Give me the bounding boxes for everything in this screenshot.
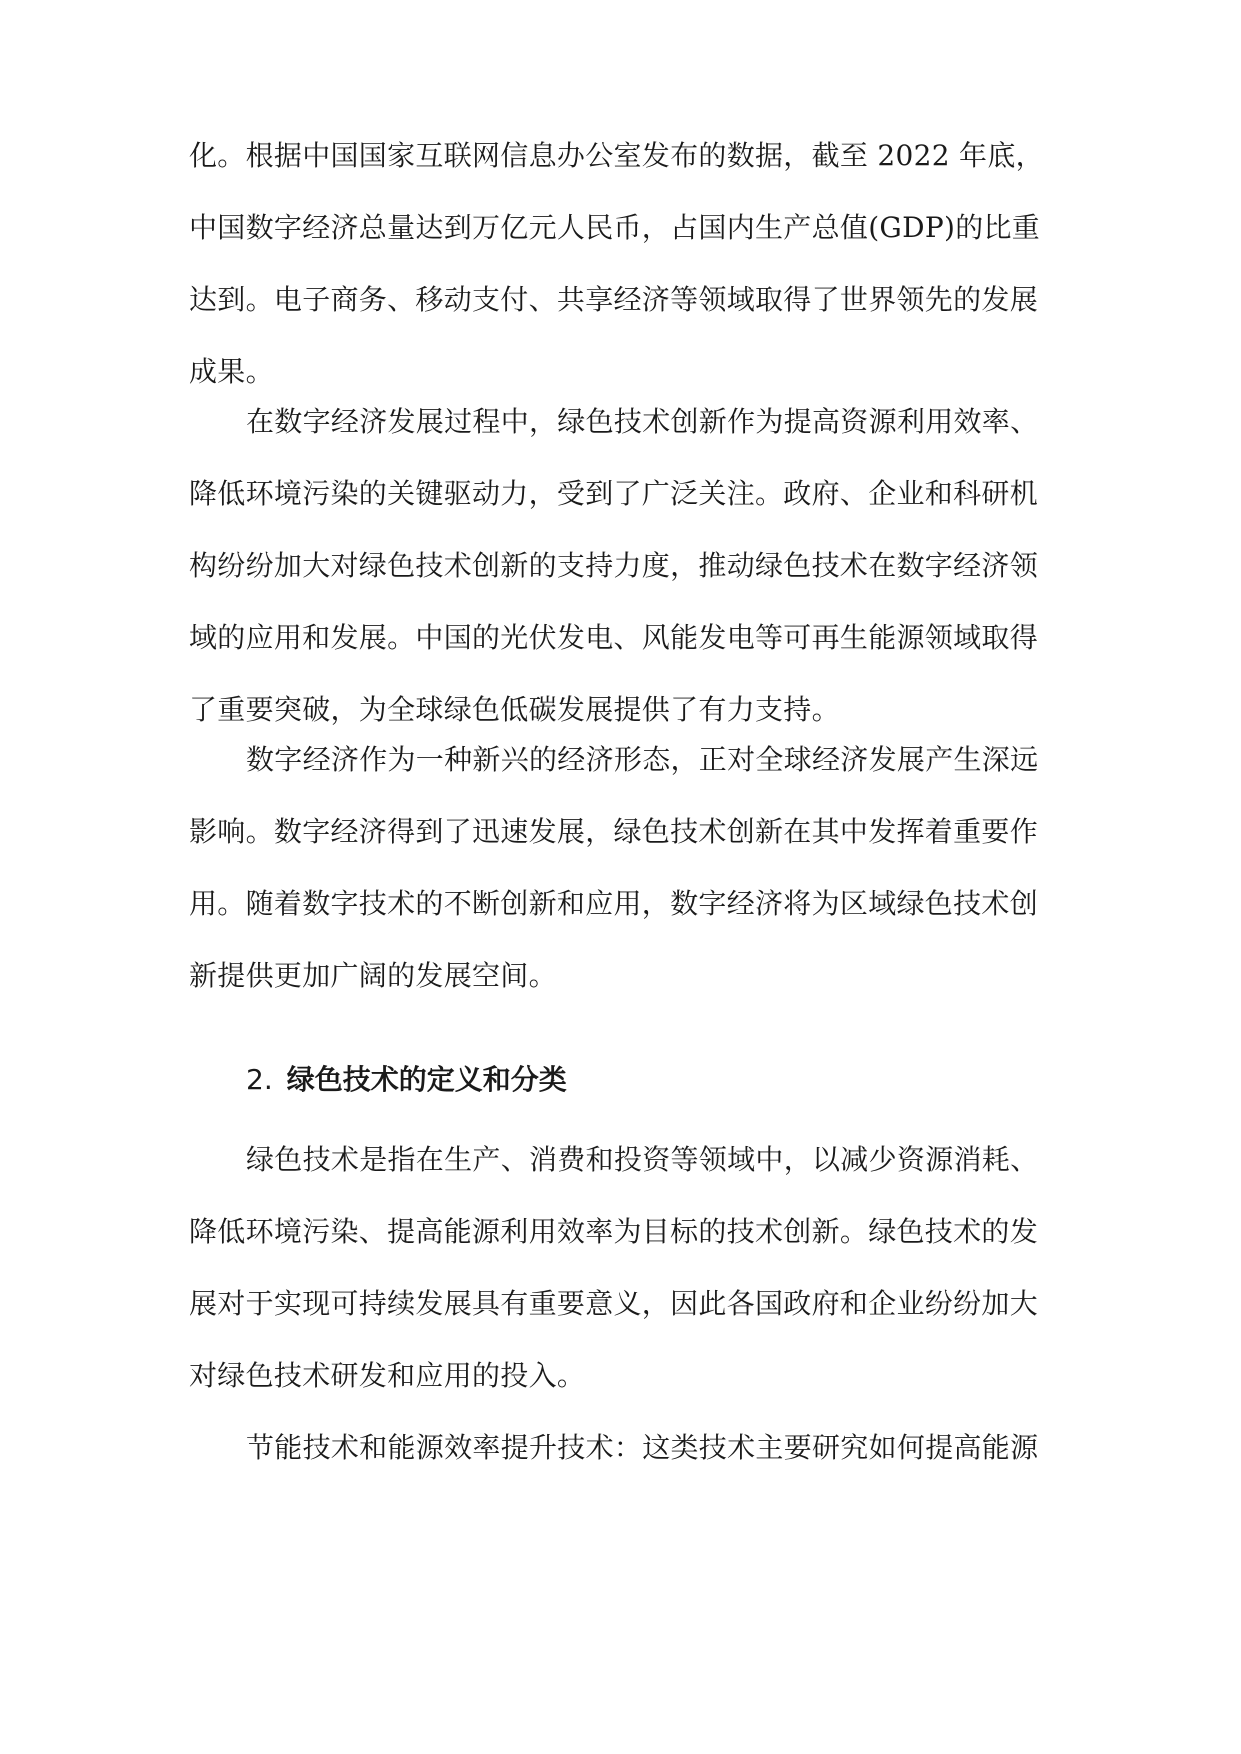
paragraph-line: 节能技术和能源效率提升技术：这类技术主要研究如何提高能源	[246, 1431, 1039, 1464]
section-title: 绿色技术的定义和分类	[286, 1063, 567, 1096]
paragraph-line: 达到。电子商务、移动支付、共享经济等领域取得了世界领先的发展	[189, 283, 1039, 316]
paragraph-line: 降低环境污染的关键驱动力，受到了广泛关注。政府、企业和科研机	[189, 477, 1039, 510]
section-number: 2.	[246, 1063, 273, 1096]
paragraph-line: 中国数字经济总量达到万亿元人民币，占国内生产总值(GDP)的比重	[189, 211, 1041, 244]
paragraph-line: 用。随着数字技术的不断创新和应用，数字经济将为区域绿色技术创	[189, 887, 1039, 920]
paragraph-line: 新提供更加广阔的发展空间。	[189, 959, 557, 992]
paragraph-line: 数字经济作为一种新兴的经济形态，正对全球经济发展产生深远	[246, 743, 1039, 776]
paragraph-line: 影响。数字经济得到了迅速发展，绿色技术创新在其中发挥着重要作	[189, 815, 1039, 848]
paragraph-line: 展对于实现可持续发展具有重要意义，因此各国政府和企业纷纷加大	[189, 1287, 1039, 1320]
paragraph-line: 了重要突破，为全球绿色低碳发展提供了有力支持。	[189, 693, 840, 726]
paragraph-line: 降低环境污染、提高能源利用效率为目标的技术创新。绿色技术的发	[189, 1215, 1039, 1248]
paragraph-line: 构纷纷加大对绿色技术创新的支持力度，推动绿色技术在数字经济领	[189, 549, 1039, 582]
paragraph-line: 域的应用和发展。中国的光伏发电、风能发电等可再生能源领域取得	[189, 621, 1039, 654]
paragraph-line: 对绿色技术研发和应用的投入。	[189, 1359, 586, 1392]
paragraph-line: 绿色技术是指在生产、消费和投资等领域中，以减少资源消耗、	[246, 1143, 1039, 1176]
paragraph-line: 在数字经济发展过程中，绿色技术创新作为提高资源利用效率、	[246, 405, 1039, 438]
paragraph-line: 化。根据中国国家互联网信息办公室发布的数据，截至 2022 年底，	[189, 139, 1044, 172]
section-heading	[246, 1060, 567, 1100]
paragraph-line: 成果。	[189, 355, 274, 388]
